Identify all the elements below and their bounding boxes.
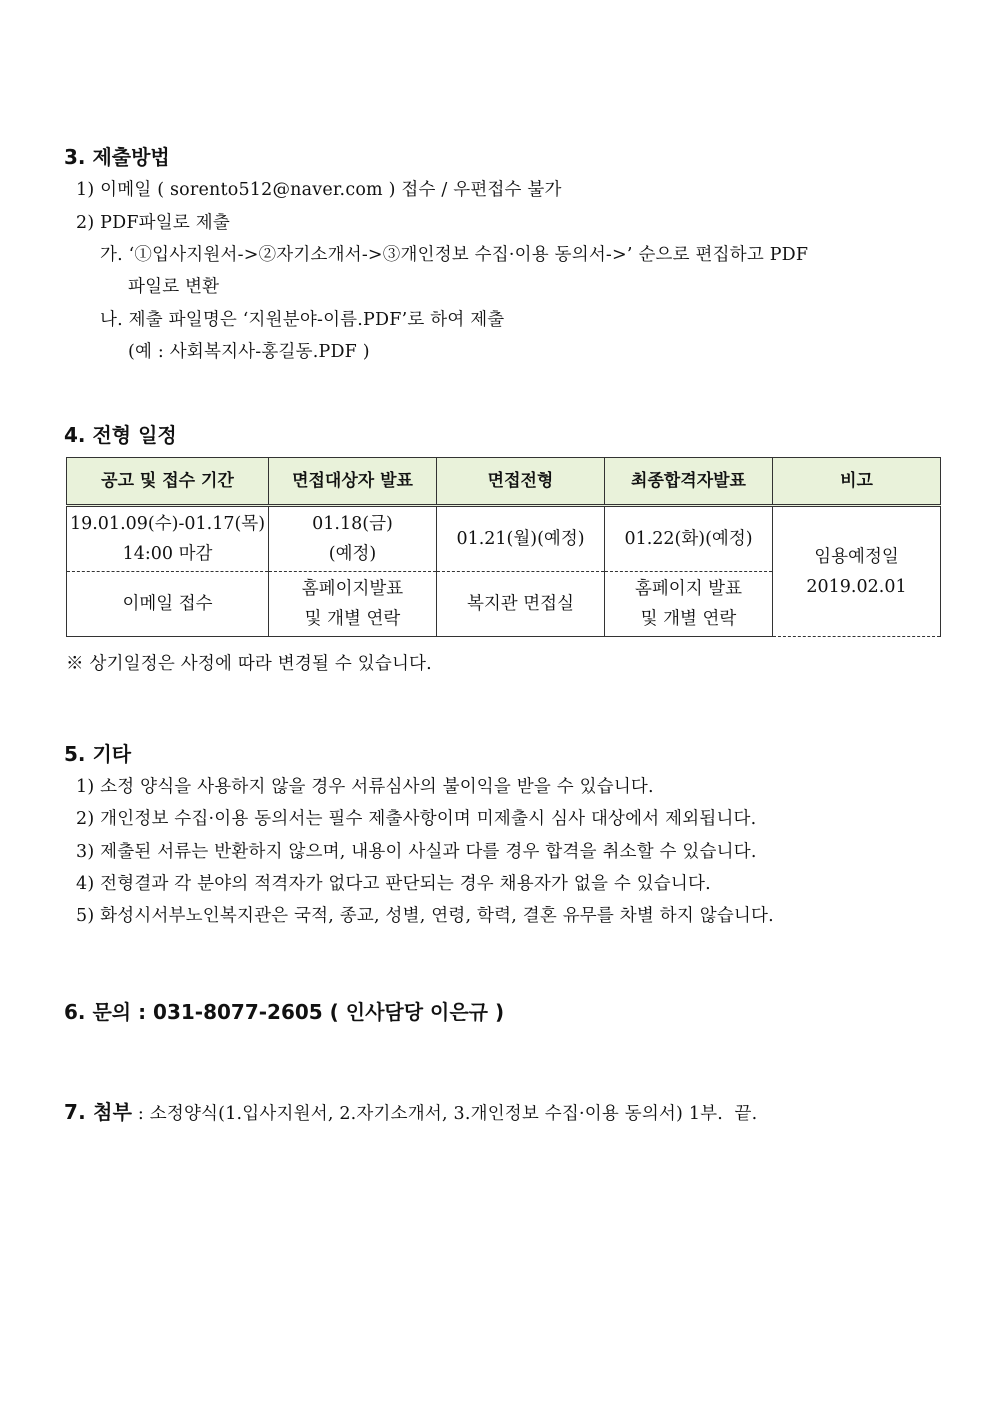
section-4-heading: 4. 전형 일정 — [64, 423, 177, 447]
header-interview-candidates: 면접대상자 발표 — [269, 458, 437, 506]
section-3-item-2-na: 나. 제출 파일명은 ‘지원분야-이름.PDF’로 하여 제출 — [100, 310, 505, 330]
final-result-date: 01.22(화)(예정) — [605, 506, 773, 572]
remarks-cell — [773, 506, 941, 637]
candidates-date: 01.18(금) — [312, 514, 393, 534]
table-row — [67, 506, 941, 572]
section-3-item-2-ga: 가. ‘①입사지원서->②자기소개서->③개인정보 수집·이용 동의서->’ 순으로 편집하고 PDF — [100, 245, 809, 265]
final-notice-2: 및 개별 연락 — [640, 609, 737, 629]
section-5-item-5: 5) 화성시서부노인복지관은 국적, 종교, 성별, 연령, 학력, 결혼 유무를 차별 하지 않습니다. — [76, 906, 774, 926]
section-3-heading: 3. 제출방법 — [64, 145, 170, 169]
section-6-contact: 6. 문의 : 031-8077-2605 ( 인사담당 이은규 ) — [64, 1000, 505, 1024]
table-cell — [269, 572, 437, 637]
schedule-table — [66, 457, 941, 637]
table-cell — [67, 506, 269, 572]
table-header-row — [67, 458, 941, 506]
candidates-tentative: (예정) — [328, 544, 377, 564]
header-interview: 면접전형 — [437, 458, 605, 506]
header-application-period: 공고 및 접수 기간 — [67, 458, 269, 506]
section-5-item-4: 4) 전형결과 각 분야의 적격자가 없다고 판단되는 경우 채용자가 없을 수 있습니다. — [76, 874, 711, 894]
section-5-item-1: 1) 소정 양식을 사용하지 않을 경우 서류심사의 불이익을 받을 수 있습니다. — [76, 777, 654, 797]
section-7-attachment — [64, 1096, 757, 1125]
section-3-item-2: 2) PDF파일로 제출 — [76, 213, 230, 233]
schedule-footnote: ※ 상기일정은 사정에 따라 변경될 수 있습니다. — [66, 654, 432, 674]
section-5-heading: 5. 기타 — [64, 742, 132, 766]
section-3-example: (예 : 사회복지사-홍길동.PDF ) — [128, 342, 370, 362]
period-dates: 19.01.09(수)-01.17(목) — [69, 514, 266, 534]
final-notice-1: 홈페이지 발표 — [635, 579, 742, 599]
candidates-notice-1: 홈페이지발표 — [301, 579, 404, 599]
application-method: 이메일 접수 — [67, 572, 269, 637]
appointment-date: 2019.02.01 — [806, 576, 907, 597]
table-cell — [605, 572, 773, 637]
candidates-notice-2: 및 개별 연락 — [304, 609, 401, 629]
interview-date: 01.21(월)(예정) — [437, 506, 605, 572]
interview-location: 복지관 면접실 — [437, 572, 605, 637]
section-5-item-2: 2) 개인정보 수집·이용 동의서는 필수 제출사항이며 미제출시 심사 대상에서 제외됩니다. — [76, 809, 757, 829]
section-5-item-3: 3) 제출된 서류는 반환하지 않으며, 내용이 사실과 다를 경우 합격을 취소할 수 있습니다. — [76, 842, 757, 862]
section-3-item-1: 1) 이메일 ( sorento512@naver.com ) 접수 / 우편접수 불가 — [76, 180, 562, 200]
header-remarks: 비고 — [773, 458, 941, 506]
section-3-item-2-ga-cont: 파일로 변환 — [128, 277, 220, 297]
appointment-label: 임용예정일 — [814, 546, 899, 567]
table-cell — [269, 506, 437, 572]
section-7-text: : 소정양식(1.입사지원서, 2.자기소개서, 3.개인정보 수집·이용 동의서) 1부. 끝. — [132, 1104, 758, 1124]
header-final-result: 최종합격자발표 — [605, 458, 773, 506]
period-deadline: 14:00 마감 — [122, 544, 213, 564]
section-7-label: 7. 첨부 — [64, 1100, 133, 1124]
